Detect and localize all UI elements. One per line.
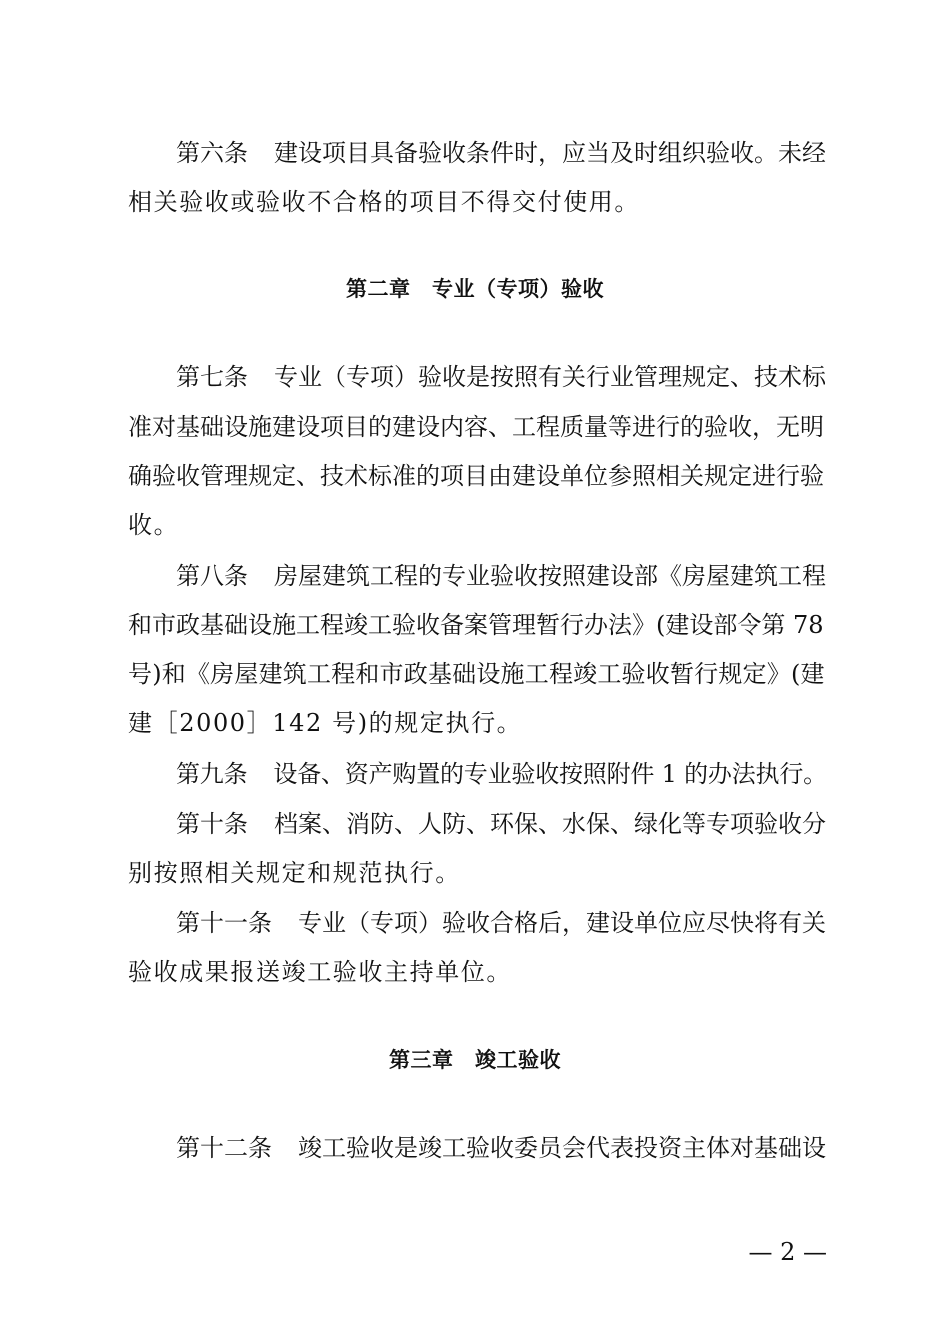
- article-7-line-2: 准对基础设施建设项目的建设内容、工程质量等进行的验收，无明: [128, 413, 824, 441]
- article-11-line-1: [176, 908, 826, 938]
- article-7-label: 第七条: [176, 363, 248, 391]
- article-12-text-1: 竣工验收是竣工验收委员会代表投资主体对基础设: [298, 1134, 826, 1162]
- article-6-line-1: [176, 138, 826, 168]
- article-8-text-1: 房屋建筑工程的专业验收按照建设部《房屋建筑工程: [274, 562, 826, 590]
- article-9-line-1: [176, 759, 827, 789]
- article-10-line-1: [176, 809, 826, 839]
- page-number: — 2 —: [748, 1238, 827, 1266]
- article-12-line-1: [176, 1133, 826, 1163]
- article-8-line-1: [176, 561, 826, 591]
- article-12-label: 第十二条: [176, 1134, 272, 1162]
- chapter-2-heading: 第二章 专业（专项）验收: [346, 277, 604, 301]
- article-7-line-3: 确验收管理规定、技术标准的项目由建设单位参照相关规定进行验: [128, 462, 824, 490]
- article-11-label: 第十一条: [176, 909, 272, 937]
- article-9-text-1: 设备、资产购置的专业验收按照附件 1 的办法执行。: [273, 760, 827, 788]
- article-7-text-1: 专业（专项）验收是按照有关行业管理规定、技术标: [274, 363, 826, 391]
- article-6-label: 第六条: [176, 139, 248, 167]
- article-8-line-4: 建［2000］142 号)的规定执行。: [128, 709, 523, 737]
- article-8-line-2: 和市政基础设施工程竣工验收备案管理暂行办法》(建设部令第 78: [128, 611, 824, 639]
- article-11-line-2: 验收成果报送竣工验收主持单位。: [128, 958, 512, 986]
- chapter-3-heading: 第三章 竣工验收: [389, 1048, 561, 1072]
- article-7-line-4: 收。: [128, 511, 180, 539]
- article-8-label: 第八条: [176, 562, 248, 590]
- article-6-line-2: 相关验收或验收不合格的项目不得交付使用。: [128, 188, 640, 216]
- article-10-label: 第十条: [176, 810, 248, 838]
- article-8-line-3: 号)和《房屋建筑工程和市政基础设施工程竣工验收暂行规定》(建: [128, 660, 825, 688]
- article-10-text-1: 档案、消防、人防、环保、水保、绿化等专项验收分: [274, 810, 826, 838]
- article-9-label: 第九条: [176, 760, 248, 788]
- article-6-text-1: 建设项目具备验收条件时，应当及时组织验收。未经: [274, 139, 826, 167]
- article-7-line-1: [176, 362, 826, 392]
- article-10-line-2: 别按照相关规定和规范执行。: [128, 859, 461, 887]
- article-11-text-1: 专业（专项）验收合格后，建设单位应尽快将有关: [298, 909, 826, 937]
